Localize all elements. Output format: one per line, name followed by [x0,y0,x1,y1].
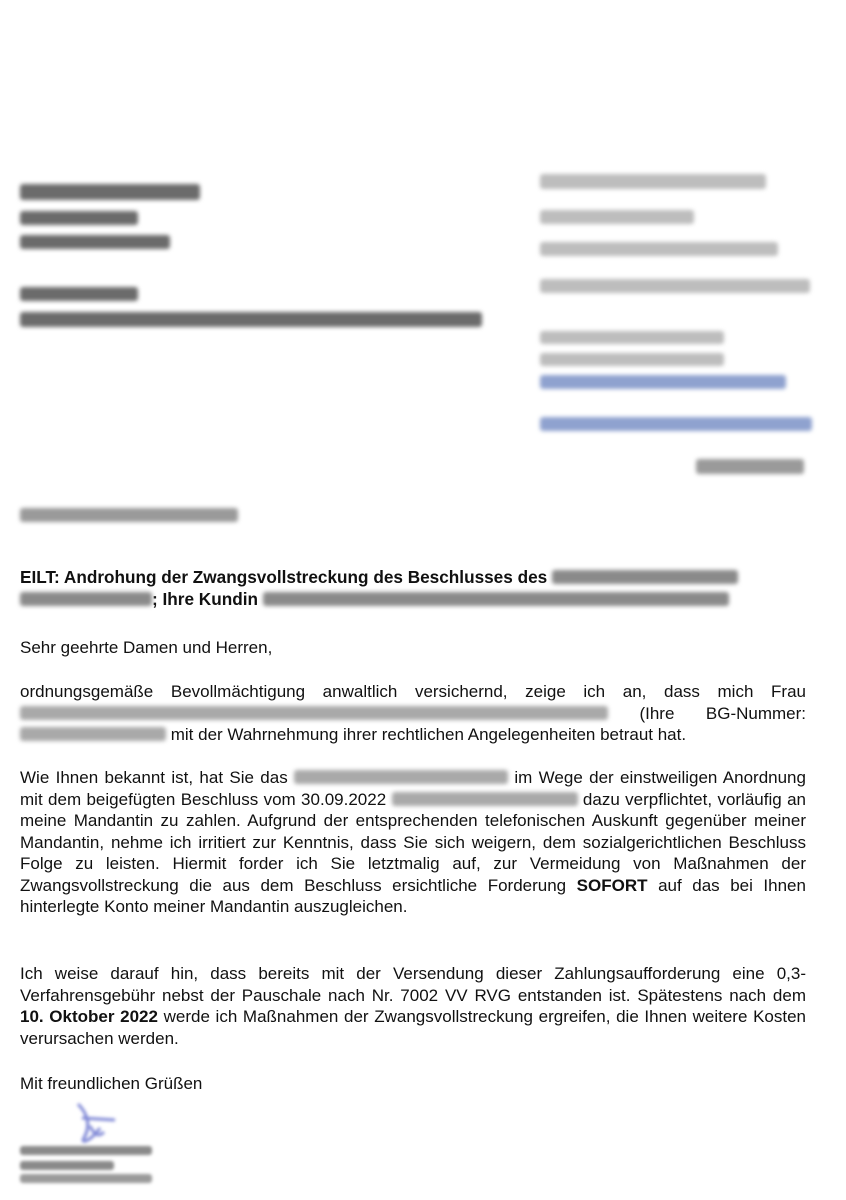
redacted-court-name [552,570,738,584]
subject-middle: ; Ihre Kundin [152,589,258,609]
redacted-client-name [263,592,729,606]
redacted-date [696,459,804,474]
redacted-case-number [20,592,152,606]
para1-text-a: ordnungsgemäße Bevollmächtigung anwaltlich versichernd, zeige ich an, dass mich Frau [20,682,806,701]
redacted-recipient-line [20,312,482,327]
redacted-recipient-line [20,235,170,249]
redacted-sender-line [540,242,778,256]
paragraph-fees [20,963,806,1049]
redacted-sender-line [540,279,810,293]
closing: Mit freundlichen Grüßen [20,1074,203,1093]
para2-text-c: dazu verpflichtet, vorläufig an meine Mandantin zu zahlen. Aufgrund der entsprechenden telefonischen Auskunft gegenüber meiner Mandantin, nehme ich irritiert zur Kenntnis, dass Sie sich weigern, dem sozialgerichtlichen Beschluss Folge zu leisten. Hiermit forder ich Sie letztmalig auf, zur Vermeidung von Maßnahmen der Zwangsvollstreckung die aus dem Beschluss ersichtliche Forderung [20,789,806,895]
para3-text-a: Ich weise darauf hin, dass bereits mit der Versendung dieser Zahlungsaufforderung eine 0,3-Verfahrensgebühr nebst der Pauschale nach Nr. 7002 VV RVG entstanden ist. Spätestens nach dem [20,964,806,1005]
redacted-recipient-line [20,211,138,225]
para2-text-d: auf das bei Ihnen hinterlegte Konto meiner Mandantin auszugleichen. [20,875,806,916]
redacted-court [294,770,508,784]
redacted-recipient-name [20,184,200,200]
subject-line [20,566,806,610]
para1-text-c: mit der Wahrnehmung ihrer rechtlichen Angelegenheiten betraut hat. [170,725,687,744]
salutation: Sehr geehrte Damen und Herren, [20,638,273,657]
para2-bold-sofort: SOFORT [576,875,648,895]
para2-text-b: im Wege der einstweiligen Anordnung mit dem beigefügten Beschluss vom 30.09.2022 [20,768,806,809]
redacted-sender-line [540,210,694,224]
redacted-sender-phone [540,331,724,344]
paragraph-demand [20,767,806,918]
redacted-bg-number [20,727,166,741]
para1-text-b: (Ihre BG-Nummer: [639,703,806,723]
redacted-sender-email [540,375,786,389]
redacted-sender-name [540,174,766,189]
redacted-sender-fax [540,353,724,366]
para3-text-b: werde ich Maßnahmen der Zwangsvollstreckung ergreifen, die Ihnen weitere Kosten verursachen werden. [20,1007,806,1048]
subject-prefix: EILT: Androhung der Zwangsvollstreckung des Beschlusses des [20,567,548,587]
paragraph-representation [20,681,806,746]
redacted-reference [20,508,238,522]
para2-text-a: Wie Ihnen bekannt ist, hat Sie das [20,768,288,787]
redacted-signature [20,1098,170,1188]
para3-bold-deadline: 10. Oktober 2022 [20,1007,158,1026]
redacted-sender-website [540,417,812,431]
redacted-recipient-line [20,287,138,301]
redacted-client-full-name [20,706,608,720]
redacted-decision-number [392,792,578,806]
